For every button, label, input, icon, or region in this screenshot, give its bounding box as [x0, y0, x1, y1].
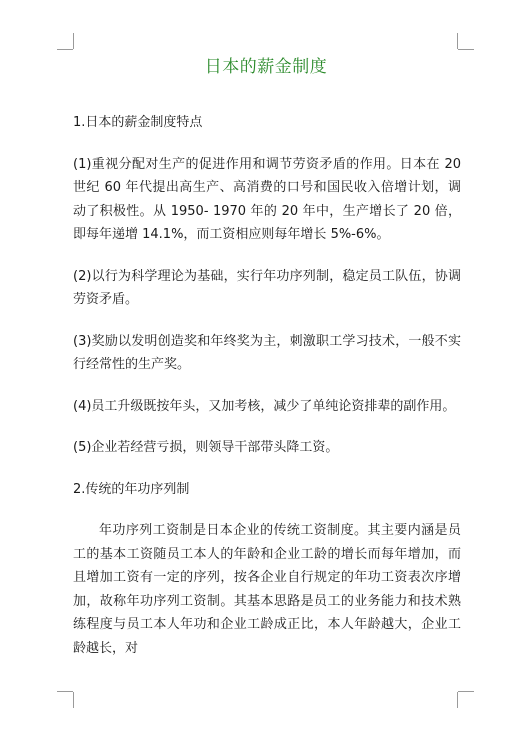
document-body: [73, 111, 461, 678]
crop-mark-bottom-right-v: [457, 692, 458, 708]
section-2-heading: 2.传统的年功序列制: [73, 481, 190, 497]
crop-mark-top-left-v: [73, 33, 74, 49]
crop-mark-bottom-right-h: [458, 691, 474, 692]
paragraph-6: 年功序列工资制是日本企业的传统工资制度。其主要内涵是员工的基本工资随员工本人的年龄和企业工龄的增长而每年增加，而且增加工资有一定的序列，按各企业自行规定的年功工资表次序增加，故称年功序列工资制。其基本思路是员工的业务能力和技术熟练程度与员工本人年功和企业工龄成正比，本人年龄越大，企业工龄越长，对: [73, 523, 461, 656]
paragraph-4: (4)员工升级既按年头，又加考核，减少了单纯论资排辈的副作用。: [73, 398, 456, 414]
paragraph-5: (5)企业若经营亏损，则领导干部带头降工资。: [73, 440, 339, 455]
crop-mark-bottom-left-h: [57, 691, 73, 692]
paragraph-3: (3)奖励以发明创造奖和年终奖为主，刺激职工学习技术，一般不实行经常性的生产奖。: [73, 333, 461, 372]
crop-mark-top-right-v: [457, 33, 458, 49]
section-1-heading: 1.日本的薪金制度特点: [73, 115, 203, 130]
paragraph-1: (1)重视分配对生产的促进作用和调节劳资矛盾的作用。日本在 20 世纪 60 年代提出高生产、高消费的口号和国民收入倍增计划，调动了积极性。从 1950- 1970 年的 20 年中，生产增长了 20 倍，即每年递增 14.1%，而工资相应则每年增长 5%-6%。: [73, 156, 461, 242]
paragraph-2: (2)以行为科学理论为基础，实行年功序列制，稳定员工队伍，协调劳资矛盾。: [73, 268, 461, 307]
crop-mark-bottom-left-v: [73, 692, 74, 708]
crop-mark-top-right-h: [458, 49, 474, 50]
crop-mark-top-left-h: [57, 49, 73, 50]
document-title: 日本的薪金制度: [204, 57, 328, 77]
